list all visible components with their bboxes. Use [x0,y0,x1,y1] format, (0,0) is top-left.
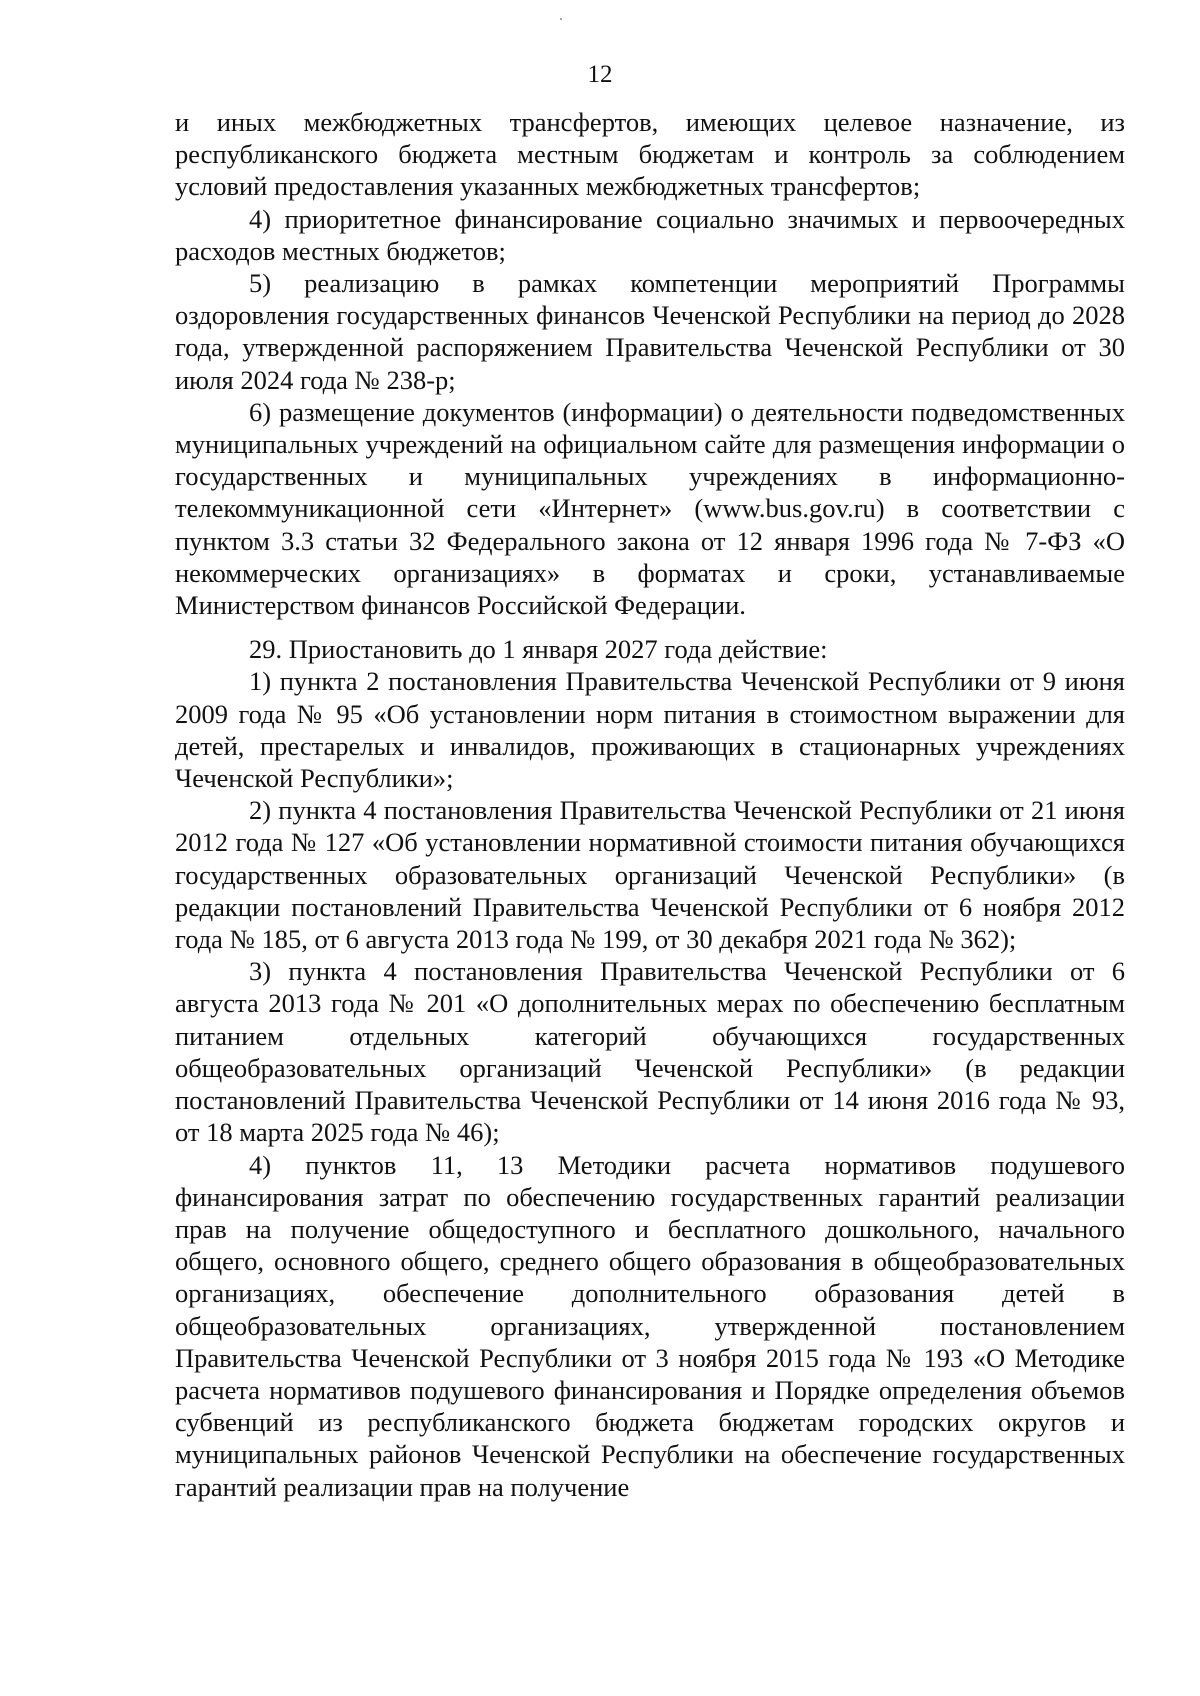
paragraph-sub-2: 2) пункта 4 постановления Правительства Чеченской Республики от 21 июня 2012 года № 127 «Об установлении нормативной стоимости питания обучающихся государственных образовательных организаций Чеченской Республики» (в редакции постановлений Правительства Чеченской Республики от 6 ноября 2012 года № 185, от 6 августа 2013 года № 199, от 30 декабря 2021 года № 362); [175,795,1125,955]
paragraph-sub-4: 4) пунктов 11, 13 Методики расчета нормативов подушевого финансирования затрат по обеспечению государственных гарантий реализации прав на получение общедоступного и бесплатного дошкольного, начального общего, основного общего, среднего общего образования в общеобразовательных организациях, обеспечение дополнительного образования детей в общеобразовательных организациях, утвержденной постановлением Правительства Чеченской Республики от 3 ноября 2015 года № 193 «О Методике расчета нормативов подушевого финансирования и Порядке определения объемов субвенций из республиканского бюджета бюджетам городских округов и муниципальных районов Чеченской Республики на обеспечение государственных гарантий реализации прав на получение [175,1149,1125,1502]
paragraph-sub-3: 3) пункта 4 постановления Правительства Чеченской Республики от 6 августа 2013 года № 201 «О дополнительных мерах по обеспечению бесплатным питанием отдельных категорий обучающихся государственных общеобразовательных организаций Чеченской Республики» (в редакции постановлений Правительства Чеченской Республики от 14 июня 2016 года № 93, от 18 марта 2025 года № 46); [175,956,1125,1148]
paragraph-sub-1: 1) пункта 2 постановления Правительства Чеченской Республики от 9 июня 2009 года № 95 «Об установлении норм питания в стоимостном выражении для детей, престарелых и инвалидов, проживающих в стационарных учреждениях Чеченской Республики»; [175,666,1125,794]
paragraph-item-4: 4) приоритетное финансирование социально значимых и первоочередных расходов местных бюджетов; [175,203,1125,266]
scan-speck [560,18,562,20]
paragraph-item-5: 5) реализацию в рамках компетенции мероприятий Программы оздоровления государственных финансов Чеченской Республики на период до 2028 года, утвержденной распоряжением Правительства Чеченской Республики от 30 июля 2024 года № 238-р; [175,268,1125,395]
paragraph-item-6: 6) размещение документов (информации) о деятельности подведомственных муниципальных учреждений на официальном сайте для размещения информации о государственных и муниципальных учреждениях в информационно-телекоммуникационной сети «Интернет» (www.bus.gov.ru) в соответствии с пунктом 3.3 статьи 32 Федерального закона от 12 января 1996 года № 7-ФЗ «О некоммерческих организациях» в форматах и сроки, устанавливаемые Министерством финансов Российской Федерации. [175,396,1125,621]
paragraph-continuation: и иных межбюджетных трансфертов, имеющих целевое назначение, из республиканского бюджета местным бюджетам и контроль за соблюдением условий предоставления указанных межбюджетных трансфертов; [175,107,1125,202]
document-body [175,106,1125,1503]
page-number: 12 [587,61,613,88]
paragraph-section-29: 29. Приостановить до 1 января 2027 года действие: [249,634,828,665]
